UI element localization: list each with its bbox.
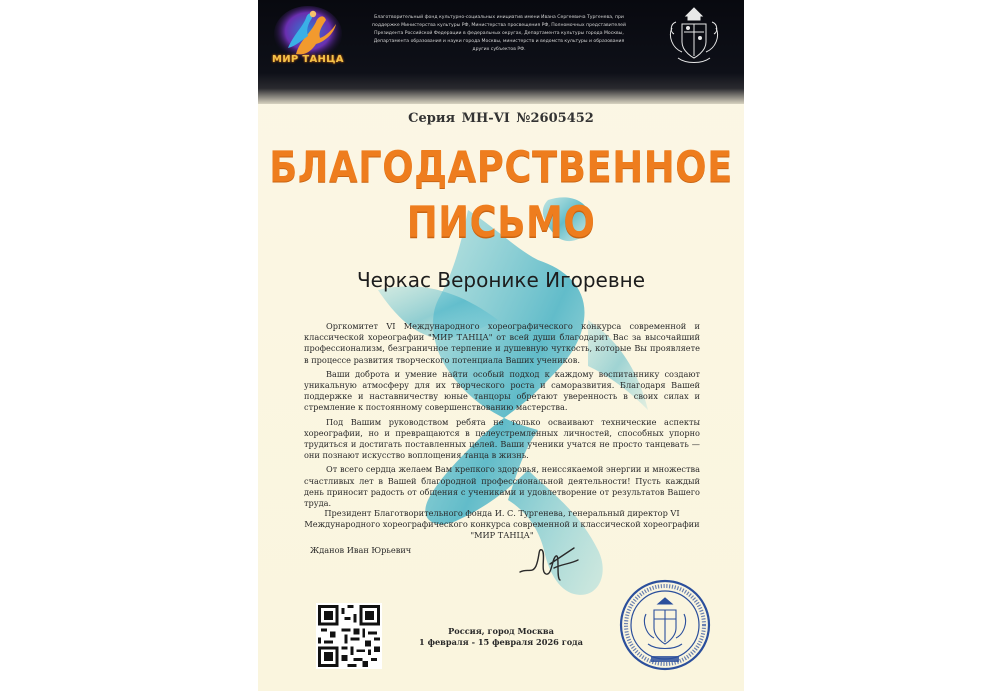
dates: 1 февраля - 15 февраля 2026 года bbox=[419, 637, 583, 647]
logo-text: МИР ТАНЦА bbox=[272, 54, 344, 65]
header-banner bbox=[258, 0, 744, 104]
organization-text: Благотворительный фонд культурно-социальных инициатив имени Ивана Сергеевича Тургенева, при поддержке Министерства культуры РФ, Министерства просвещения РФ, Полномочных представителей Президента Российской Федерации в федеральных округах, Департамента культуры города Москвы, Департамента образования и науки города Москвы, министерств и ведомств культуры и образования других субъектов РФ. bbox=[372, 15, 626, 52]
official-seal-stamp bbox=[618, 578, 712, 672]
document-title bbox=[258, 140, 744, 250]
recipient-name: Черкас Веронике Игоревне bbox=[356, 268, 646, 292]
series-number: Серия МН-VI №2605452 bbox=[408, 111, 594, 126]
signer-name: Жданов Иван Юрьевич bbox=[310, 545, 412, 555]
paragraph-3: Под Вашим руководством ребята не только осваивают технические аспекты хореографии, но и превращаются в целеустремленных личностей, способных упорно трудиться и достигать поставленных целей. Ваши ученики учатся не просто танцевать — они познают искусство воплощения танца в жизнь. bbox=[304, 416, 700, 461]
signature-image bbox=[516, 538, 580, 584]
qr-code-image bbox=[316, 603, 382, 669]
paragraph-2: Ваши доброта и умение найти особый подход к каждому воспитаннику создают уникальную атмосферу для их творческого роста и саморазвития. Благодаря Вашей поддержке и наставничеству юные танцоры обретают уверенность в своих силах и стремление к постоянному совершенствованию мастерства. bbox=[304, 368, 700, 413]
place: Россия, город Москва bbox=[448, 626, 554, 636]
coat-of-arms-icon bbox=[666, 6, 722, 68]
paragraph-4: От всего сердца желаем Вам крепкого здоровья, неиссякаемой энергии и множества счастливых лет в Вашей благородной профессиональной деятельности! Пусть каждый день приносит радость от общения с учениками и удовлетворение от результатов Вашего труда. bbox=[304, 464, 700, 509]
letter-body bbox=[304, 321, 700, 512]
paragraph-1: Оргкомитет VI Международного хореографического конкурса современной и классической хореографии "МИР ТАНЦА" от всей души благодарит Вас за высочайший профессионализм, безграничное терпение и душевную чуткость, которые Вы проявляете в процессе развития творческого потенциала Ваших учеников. bbox=[304, 321, 700, 365]
signer-title: Президент Благотворительного фонда И. С. Тургенева, генеральный директор VI Международного хореографического конкурса современной и классической хореографии "МИР ТАНЦА" bbox=[304, 508, 700, 540]
certificate-page bbox=[258, 0, 744, 691]
title-line-2: ПИСЬМО bbox=[406, 197, 596, 247]
place-and-dates bbox=[408, 626, 594, 648]
title-line-1: БЛАГОДАРСТВЕННОЕ bbox=[269, 142, 733, 192]
